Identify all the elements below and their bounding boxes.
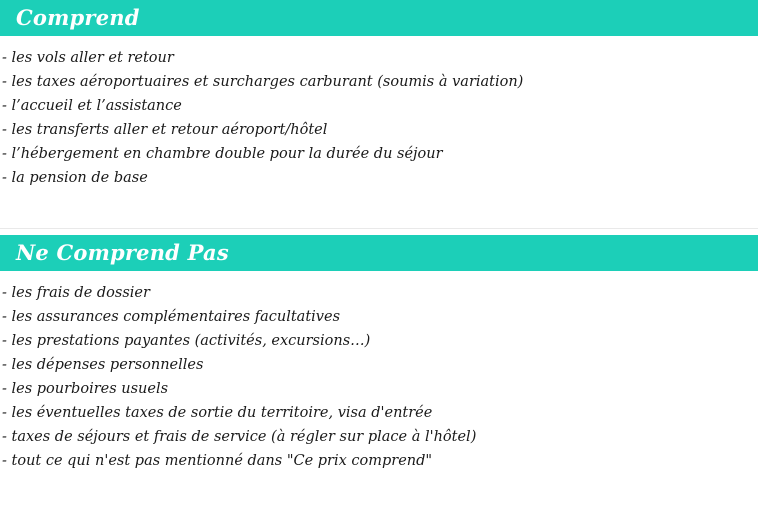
list-item: - les pourboires usuels (2, 381, 169, 397)
list-item: - les assurances complémentaires facultatives (2, 309, 341, 325)
list-item: - les dépenses personnelles (2, 357, 204, 373)
list-item: - les prestations payantes (activités, excursions…) (2, 333, 371, 349)
list-item: - tout ce qui n'est pas mentionné dans "Ce prix comprend" (2, 453, 433, 469)
section-spacer (0, 190, 758, 228)
section-included (0, 0, 758, 190)
list-item: - l’hébergement en chambre double pour la durée du séjour (2, 146, 443, 162)
list-item: - taxes de séjours et frais de service (à régler sur place à l'hôtel) (2, 429, 477, 445)
list-item: - les taxes aéroportuaires et surcharges carburant (soumis à variation) (2, 74, 524, 90)
section-not-included (0, 235, 758, 473)
list-item: - les vols aller et retour (2, 50, 174, 66)
list-item: - les éventuelles taxes de sortie du territoire, visa d'entrée (2, 405, 433, 421)
list-item: - les frais de dossier (2, 285, 150, 301)
list-item: - les transferts aller et retour aéroport/hôtel (2, 122, 328, 138)
section-included-title: Comprend (0, 0, 758, 36)
section-included-list (0, 36, 758, 190)
list-item: - l’accueil et l’assistance (2, 98, 182, 114)
list-item: - la pension de base (2, 170, 148, 186)
section-not-included-title: Ne Comprend Pas (0, 235, 758, 271)
section-not-included-list (0, 271, 758, 473)
